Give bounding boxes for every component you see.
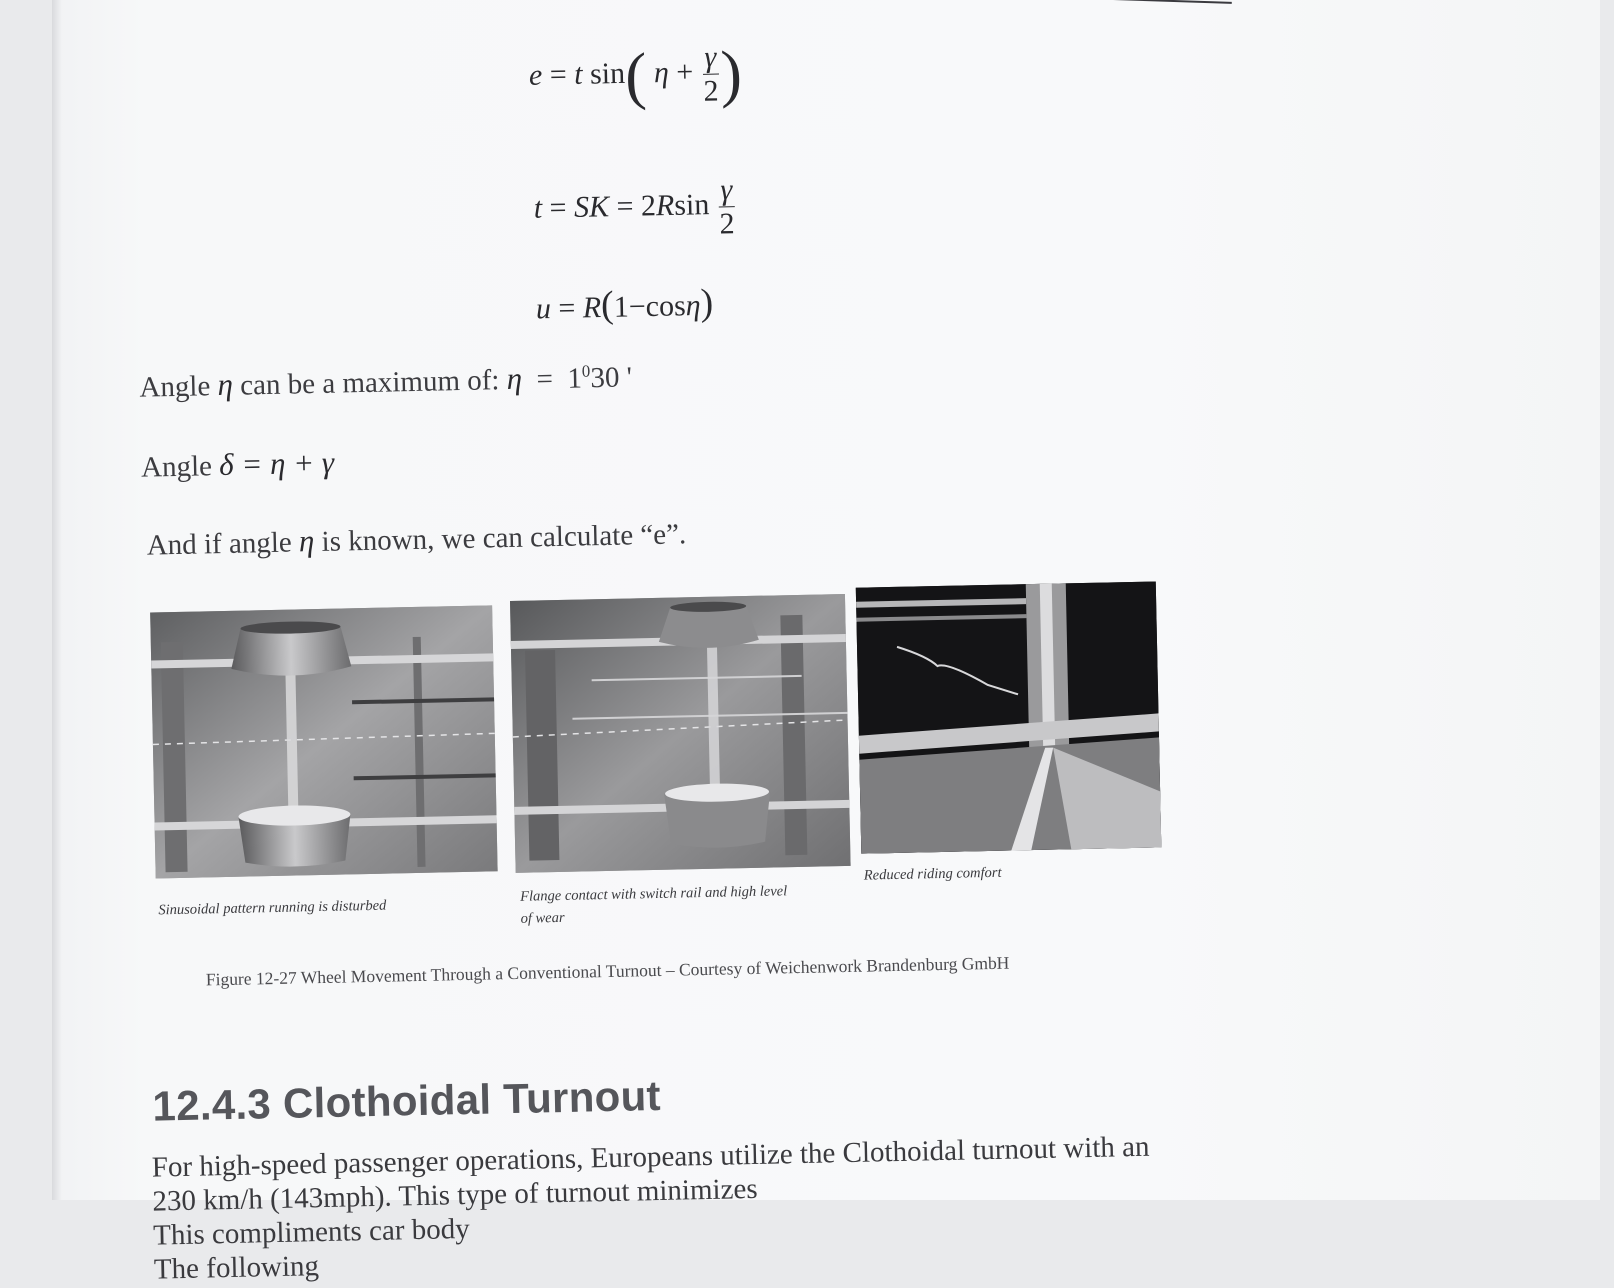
- body-line-2: 230 km/h (143mph). This type of turnout minimizes: [152, 1172, 758, 1218]
- caption-sinusoidal: Sinusoidal pattern running is disturbed: [158, 897, 387, 919]
- paragraph-calculate-e: And if angle η is known, we can calculate “e”.: [146, 518, 687, 562]
- figure-photo-sinusoidal: [150, 605, 497, 878]
- body-line-1: For high-speed passenger operations, Europeans utilize the Clothoidal turnout with an: [151, 1130, 1150, 1184]
- equation-u: u = R(1−cosη): [535, 281, 714, 326]
- equation-t: t = SK = 2Rsin $\frac{\gamma}{2}$: [533, 173, 735, 241]
- fraction-gamma-over-2: $\frac{\gamma}{2}$: [719, 173, 735, 241]
- caption-flange-contact-line2: of wear: [520, 909, 565, 927]
- paragraph-max-angle: Angle η can be a maximum of: $\eta = 1^030$ ': [139, 360, 633, 404]
- section-heading: 12.4.3 Clothoidal Turnout: [151, 1071, 662, 1130]
- figure-title: Figure 12-27 Wheel Movement Through a Conventional Turnout – Courtesy of Weichenwork Brandenburg GmbH: [205, 952, 1010, 990]
- caption-flange-contact-line1: Flange contact with switch rail and high level: [520, 883, 788, 905]
- equation-e: e = t sin( η + $\frac{\gamma}{2}$ ): [528, 37, 743, 111]
- caption-riding-comfort: Reduced riding comfort: [863, 864, 1002, 884]
- page-content: [40, 0, 1613, 1286]
- body-line-4: The following: [153, 1250, 320, 1286]
- figure-photo-flange-contact: [510, 594, 851, 873]
- paragraph-angle-delta: Angle δ = η + γ: [140, 444, 335, 484]
- body-line-3: This compliments car body: [152, 1212, 470, 1252]
- book-page: [52, 0, 1600, 1286]
- figure-photo-riding-comfort: [856, 581, 1162, 853]
- fraction-gamma-over-2: $\frac{\gamma}{2}$: [703, 40, 719, 108]
